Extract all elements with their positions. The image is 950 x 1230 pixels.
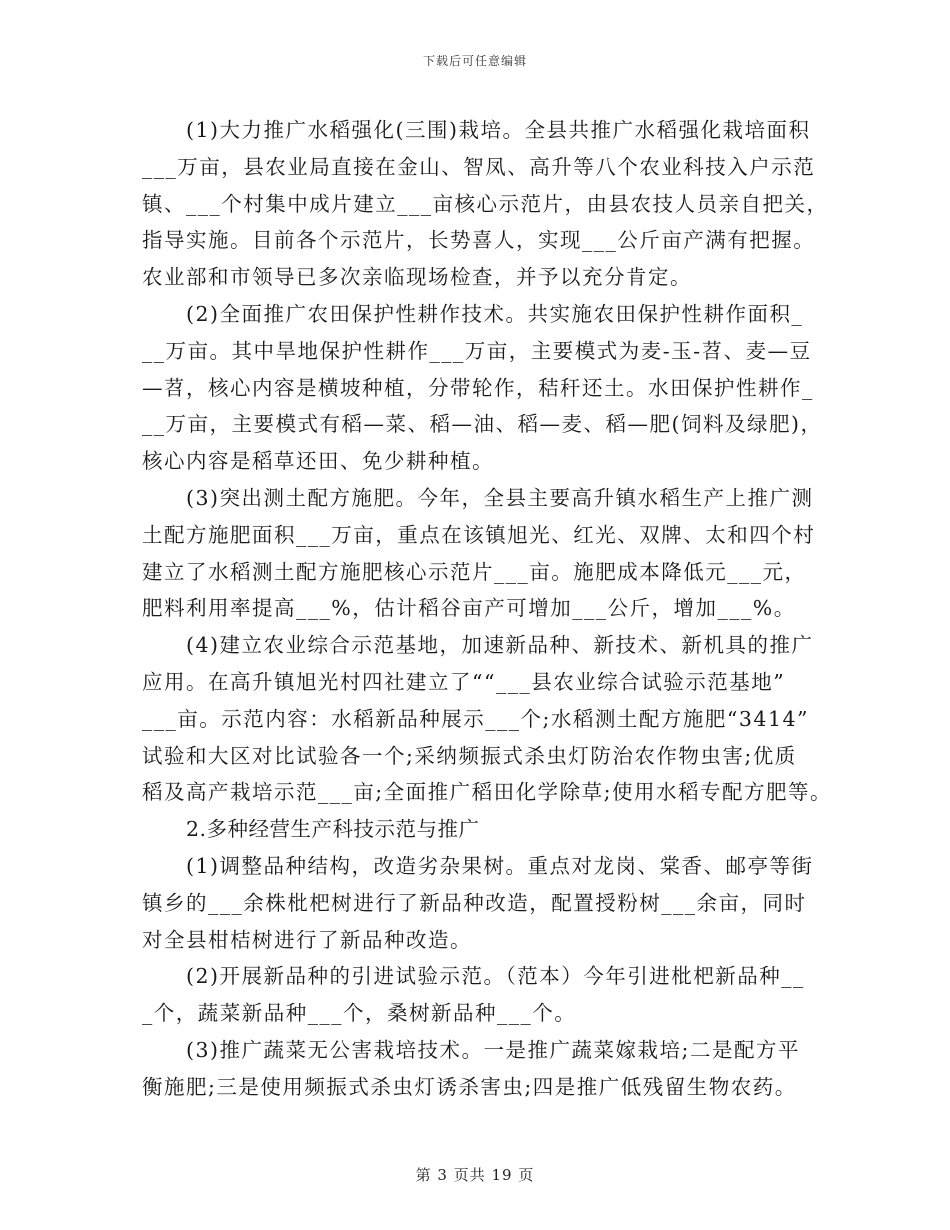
paragraph-line: 建立了水稻测土配方施肥核心示范片___亩。施肥成本降低元___元，: [142, 559, 807, 584]
paragraph-line: (3)突出测土配方施肥。今年，全县主要高升镇水稻生产上推广测: [186, 485, 814, 510]
paragraph-line: _个，蔬菜新品种___个，桑树新品种___个。: [142, 1001, 577, 1026]
paragraph-line: __万亩。其中旱地保护性耕作___万亩，主要模式为麦-玉-苕、麦—豆: [142, 338, 812, 363]
paragraph-line: —苕，核心内容是横坡种植，分带轮作，秸秆还土。水田保护性耕作_: [142, 375, 814, 400]
paragraph-line: 衡施肥;三是使用频振式杀虫灯诱杀害虫;四是推广低残留生物农药。: [142, 1074, 797, 1099]
paragraph-line: 试验和大区对比试验各一个;采纳频振式杀虫灯防治农作物虫害;优质: [142, 743, 797, 768]
paragraph-line: (1)大力推广水稻强化(三围)栽培。全县共推广水稻强化栽培面积: [186, 118, 811, 142]
section-heading: 2.多种经营生产科技示范与推广: [186, 817, 480, 842]
paragraph-line: (3)推广蔬菜无公害栽培技术。一是推广蔬菜嫁栽培;二是配方平: [186, 1037, 800, 1062]
page-number: 第 3 页共 19 页: [415, 1166, 535, 1184]
paragraph-line: 指导实施。目前各个示范片，长势喜人，实现___公斤亩产满有把握。: [142, 228, 816, 253]
paragraph-line: 农业部和市领导已多次亲临现场检查，并予以充分肯定。: [142, 265, 692, 290]
paragraph-line: (2)开展新品种的引进试验示范。（范本）今年引进枇杷新品种__: [186, 964, 805, 989]
paragraph-line: 镇乡的___余株枇杷树进行了新品种改造，配置授粉树___余亩，同时: [142, 890, 807, 915]
paragraph-line: 肥料利用率提高___%，估计稻谷亩产可增加___公斤，增加___%。: [142, 596, 796, 621]
paragraph-line: (2)全面推广农田保护性耕作技术。共实施农田保护性耕作面积_: [186, 301, 804, 326]
paragraph-line: ___亩。示范内容：水稻新品种展示___个;水稻测土配方施肥“3414”: [142, 706, 810, 731]
paragraph-line: __万亩，主要模式有稻—菜、稻—油、稻—麦、稻—肥(饲料及绿肥)，: [142, 412, 823, 437]
document-body: [142, 112, 833, 1106]
paragraph-line: 镇、___个村集中成片建立___亩核心示范片，由县农技人员亲自把关，: [142, 191, 829, 216]
paragraph-line: 土配方施肥面积___万亩，重点在该镇旭光、红光、双牌、太和四个村: [142, 522, 816, 547]
paragraph-line: (4)建立农业综合示范基地，加速新品种、新技术、新机具的推广: [186, 633, 814, 658]
paragraph-line: 稻及高产栽培示范___亩;全面推广稻田化学除草;使用水稻专配方肥等。: [142, 780, 833, 805]
page-header: 下载后可任意编辑: [422, 54, 527, 68]
paragraph-line: ___万亩，县农业局直接在金山、智凤、高升等八个农业科技入户示范: [142, 154, 816, 179]
paragraph-line: 应用。在高升镇旭光村四社建立了““___县农业综合试验示范基地”: [142, 669, 786, 694]
paragraph-line: 核心内容是稻草还田、免少耕种植。: [142, 449, 494, 474]
paragraph-line: (1)调整品种结构，改造劣杂果树。重点对龙岗、棠香、邮亭等街: [186, 853, 814, 878]
paragraph-line: 对全县柑桔树进行了新品种改造。: [142, 927, 472, 952]
